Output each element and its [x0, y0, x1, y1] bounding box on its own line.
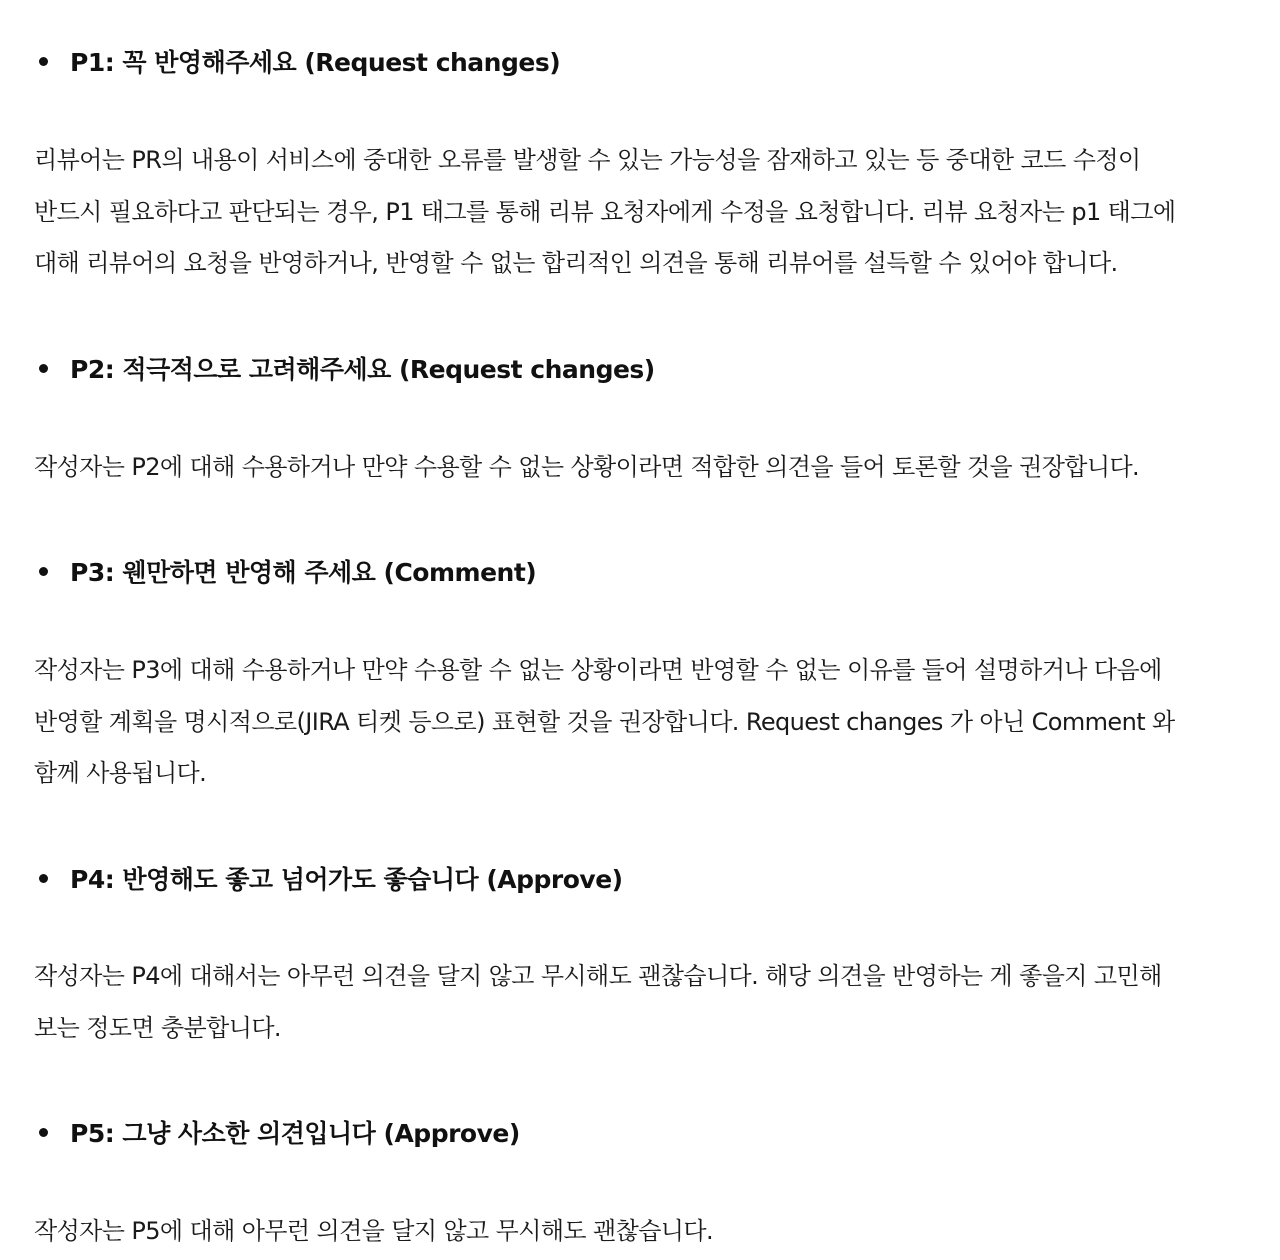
paragraph-line: 리뷰어는 PR의 내용이 서비스에 중대한 오류를 발생할 수 있는 가능성을 잠재하고 있는 등 중대한 코드 수정이 — [34, 146, 1141, 174]
paragraph-line: 작성자는 P3에 대해 수용하거나 만약 수용할 수 없는 상황이라면 반영할 수 없는 이유를 들어 설명하거나 다음에 — [34, 656, 1162, 684]
section-heading-p3 — [34, 551, 536, 591]
bullet-icon — [39, 567, 48, 576]
section-heading-text: P2: 적극적으로 고려해주세요 (Request changes) — [70, 355, 655, 384]
paragraph-line: 작성자는 P4에 대해서는 아무런 의견을 달지 않고 무시해도 괜찮습니다. 해당 의견을 반영하는 게 좋을지 고민해 — [34, 962, 1162, 990]
bullet-icon — [39, 1128, 48, 1137]
paragraph-line: 반드시 필요하다고 판단되는 경우, P1 태그를 통해 리뷰 요청자에게 수정을 요청합니다. 리뷰 요청자는 p1 태그에 — [34, 197, 1176, 226]
section-heading-p4 — [34, 858, 623, 898]
bullet-icon — [39, 364, 48, 373]
section-heading-p5 — [34, 1112, 520, 1152]
bullet-icon — [39, 874, 48, 883]
section-paragraph-p4 — [34, 951, 1249, 1054]
section-paragraph-p5 — [34, 1206, 1249, 1258]
paragraph-line: 작성자는 P2에 대해 수용하거나 만약 수용할 수 없는 상황이라면 적합한 의견을 들어 토론할 것을 권장합니다. — [34, 453, 1140, 481]
paragraph-line: 보는 정도면 충분합니다. — [34, 1013, 281, 1042]
section-heading-p1 — [34, 41, 560, 81]
section-paragraph-p1 — [34, 135, 1249, 290]
paragraph-line: 반영할 계획을 명시적으로(JIRA 티켓 등으로) 표현할 것을 권장합니다. Request changes 가 아닌 Comment 와 — [34, 707, 1175, 736]
section-heading-text: P3: 웬만하면 반영해 주세요 (Comment) — [70, 558, 537, 587]
section-heading-p2 — [34, 348, 655, 388]
bullet-icon — [39, 57, 48, 66]
paragraph-line: 대해 리뷰어의 요청을 반영하거나, 반영할 수 없는 합리적인 의견을 통해 리뷰어를 설득할 수 있어야 합니다. — [34, 249, 1118, 277]
section-paragraph-p3 — [34, 645, 1249, 800]
paragraph-line: 함께 사용됩니다. — [34, 759, 207, 787]
section-paragraph-p2 — [34, 442, 1249, 494]
section-heading-text: P1: 꼭 반영해주세요 (Request changes) — [70, 48, 561, 77]
section-heading-text: P5: 그냥 사소한 의견입니다 (Approve) — [70, 1119, 520, 1148]
section-heading-text: P4: 반영해도 좋고 넘어가도 좋습니다 (Approve) — [70, 865, 623, 894]
paragraph-line: 작성자는 P5에 대해 아무런 의견을 달지 않고 무시해도 괜찮습니다. — [34, 1217, 713, 1245]
